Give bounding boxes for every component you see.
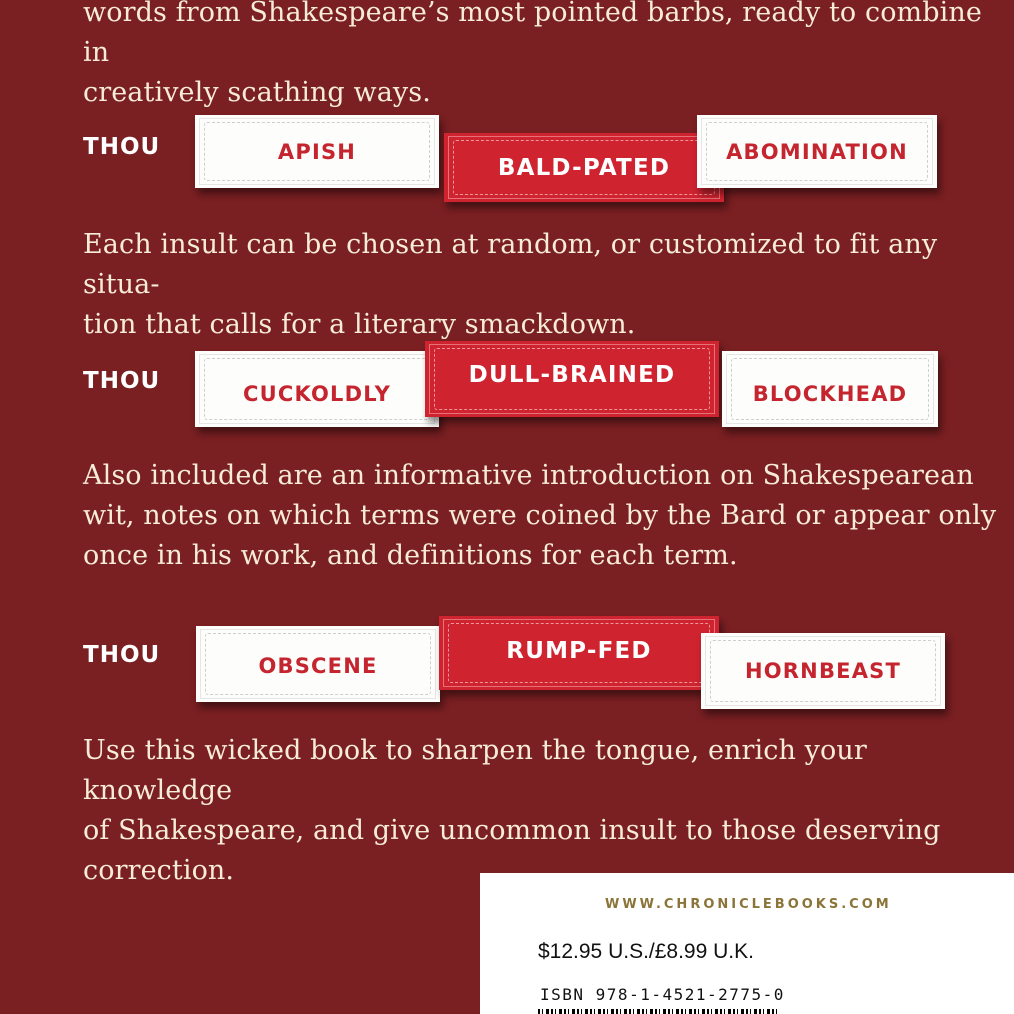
insult-word: BALD-PATED bbox=[497, 154, 671, 181]
insult-card-adjective-1 bbox=[196, 626, 440, 702]
insult-card-adjective-1 bbox=[195, 115, 439, 188]
insult-card-noun bbox=[701, 633, 945, 709]
thou-label: THOU bbox=[83, 368, 161, 394]
insult-card-adjective-2 bbox=[444, 133, 724, 202]
publisher-website: WWW.CHRONICLEBOOKS.COM bbox=[605, 897, 892, 912]
insult-word: DULL-BRAINED bbox=[468, 362, 676, 388]
insult-card-adjective-2 bbox=[439, 616, 719, 690]
insult-card-noun bbox=[722, 351, 938, 427]
intro-paragraph-fragment: words from Shakespeare’s most pointed barbs, ready to combine in creatively scathing ways. bbox=[83, 0, 982, 108]
insult-card-adjective-2 bbox=[425, 341, 719, 417]
insult-card-noun bbox=[697, 115, 937, 188]
thou-label: THOU bbox=[83, 134, 161, 160]
insult-word: APISH bbox=[277, 139, 357, 164]
thou-label: THOU bbox=[83, 642, 161, 668]
closing-paragraph: Use this wicked book to sharpen the tongue, enrich your knowledge of Shakespeare, and give uncommon insult to those deserving correction. bbox=[83, 735, 941, 886]
barcode bbox=[538, 1009, 778, 1014]
price-label: $12.95 U.S./£8.99 U.K. bbox=[538, 940, 754, 963]
insult-word: ABOMINATION bbox=[726, 139, 908, 164]
random-insult-paragraph: Each insult can be chosen at random, or customized to fit any situa- tion that calls for a literary smackdown. bbox=[83, 229, 938, 340]
price-barcode-box bbox=[480, 873, 1014, 1014]
included-content-paragraph: Also included are an informative introduction on Shakespearean wit, notes on which terms were coined by the Bard or appear only once in his work, and definitions for each term. bbox=[83, 460, 997, 571]
insult-card-adjective-1 bbox=[195, 351, 439, 427]
insult-word: HORNBEAST bbox=[744, 659, 902, 683]
isbn-label: ISBN 978-1-4521-2775-0 bbox=[540, 985, 785, 1004]
insult-word: RUMP-FED bbox=[506, 638, 652, 664]
insult-word: BLOCKHEAD bbox=[752, 382, 908, 406]
insult-word: OBSCENE bbox=[258, 654, 378, 678]
insult-word: CUCKOLDLY bbox=[243, 382, 391, 406]
